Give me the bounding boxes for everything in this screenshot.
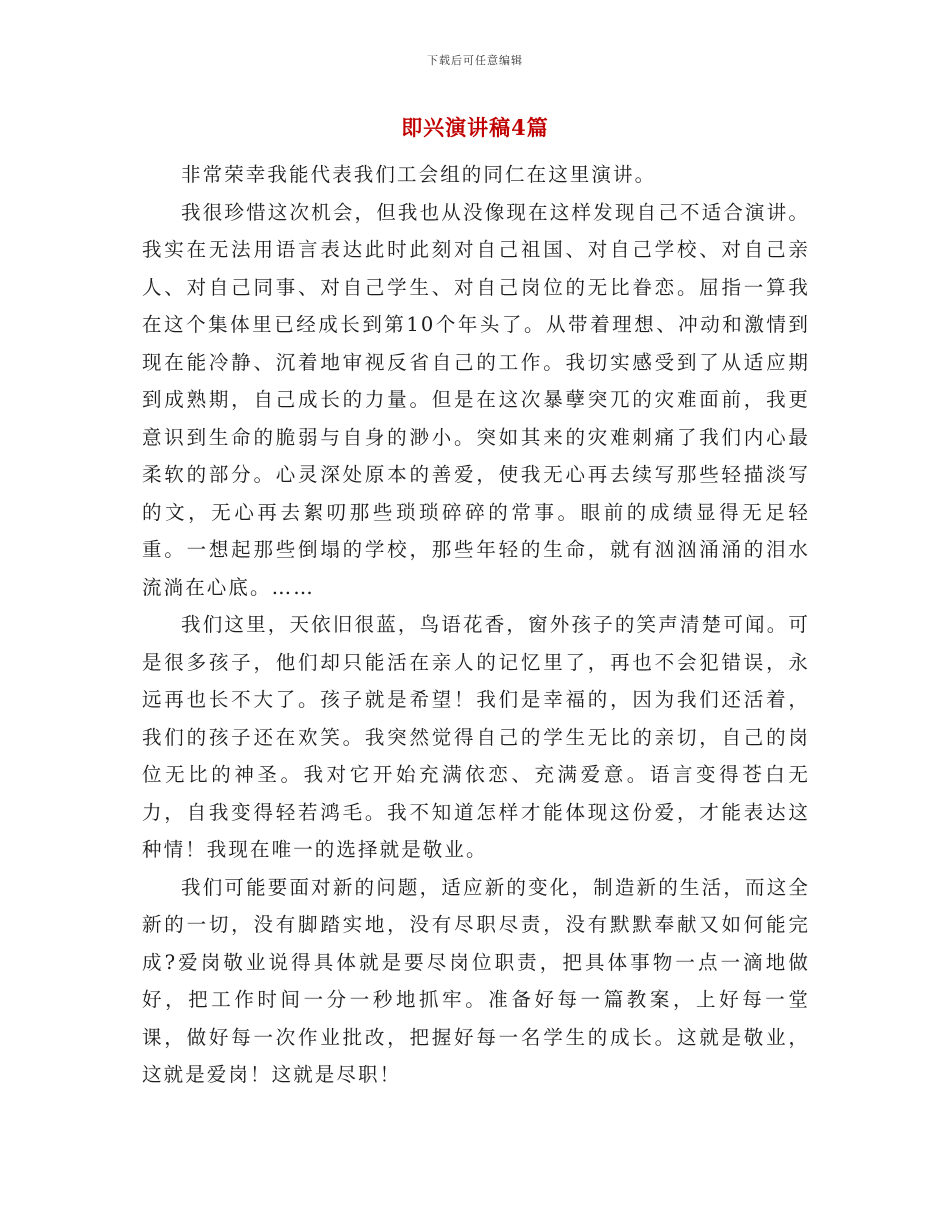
header-note: 下载后可任意编辑 <box>427 54 523 67</box>
document-title: 即兴演讲稿4篇 <box>401 115 549 140</box>
paragraph: 我们可能要面对新的问题，适应新的变化，制造新的生活，而这全新的一切，没有脚踏实地，没有尽职尽责，没有默默奉献又如何能完成?爱岗敬业说得具体就是要尽岗位职责，把具体事物一点一滴地做好，把工作时间一分一秒地抓牢。准备好每一篇教案，上好每一堂课，做好每一次作业批改，把握好每一名学生的成长。这就是敬业，这就是爱岗！这就是尽职！ <box>142 875 810 1086</box>
paragraph: 非常荣幸我能代表我们工会组的同仁在这里演讲。 <box>181 163 657 186</box>
paragraph: 我很珍惜这次机会，但我也从没像现在这样发现自己不适合演讲。我实在无法用语言表达此时此刻对自己祖国、对自己学校、对自己亲人、对自己同事、对自己学生、对自己岗位的无比眷恋。屈指一算我在这个集体里已经成长到第10个年头了。从带着理想、冲动和激情到现在能冷静、沉着地审视反省自己的工作。我切实感受到了从适应期到成熟期，自己成长的力量。但是在这次暴孽突兀的灾难面前，我更意识到生命的脆弱与自身的渺小。突如其来的灾难刺痛了我们内心最柔软的部分。心灵深处原本的善爱，使我无心再去续写那些轻描淡写的文，无心再去絮叨那些琐琐碎碎的常事。眼前的成绩显得无足轻重。一想起那些倒塌的学校，那些年轻的生命，就有汹汹涌涌的泪水流淌在心底。…… <box>142 200 810 599</box>
paragraph: 我们这里，天依旧很蓝，鸟语花香，窗外孩子的笑声清楚可闻。可是很多孩子，他们却只能活在亲人的记忆里了，再也不会犯错误，永远再也长不大了。孩子就是希望！我们是幸福的，因为我们还活着，我们的孩子还在欢笑。我突然觉得自己的学生无比的亲切，自己的岗位无比的神圣。我对它开始充满依恋、充满爱意。语言变得苍白无力，自我变得轻若鸿毛。我不知道怎样才能体现这份爱，才能表达这种情！我现在唯一的选择就是敬业。 <box>142 613 810 861</box>
document-body <box>142 156 810 1094</box>
